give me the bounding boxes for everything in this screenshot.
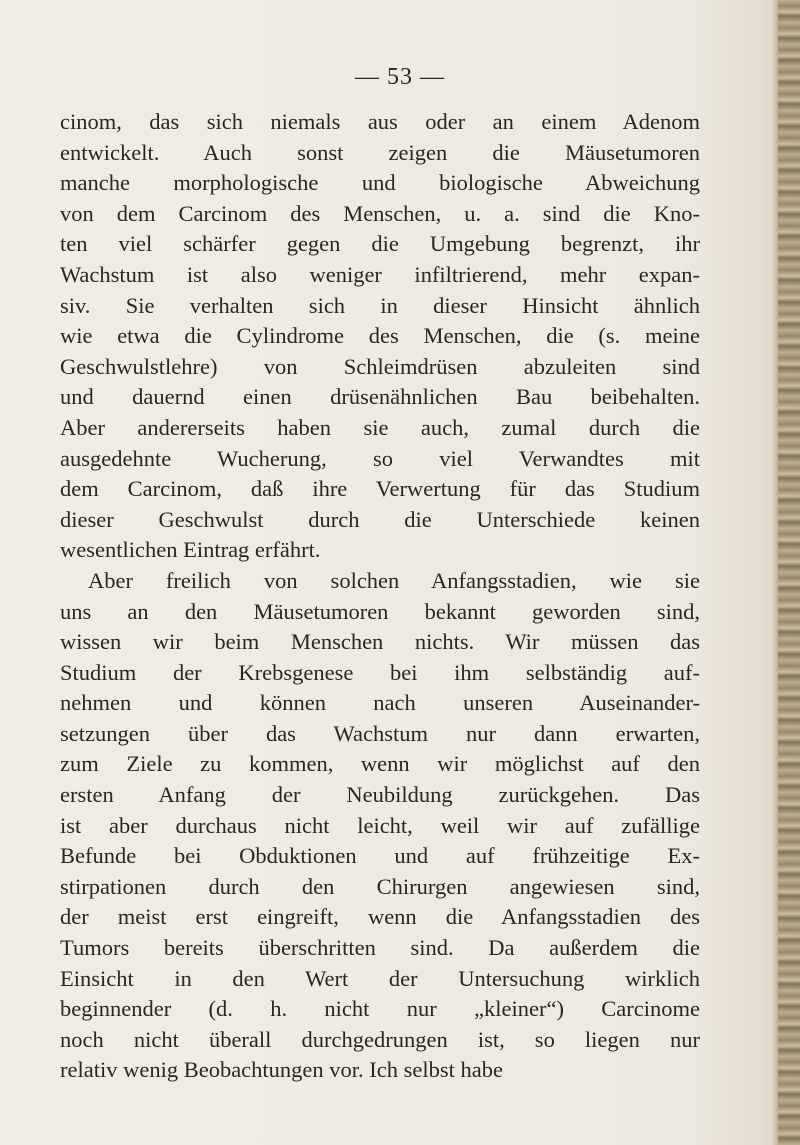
text-line: ersten Anfang der Neubildung zurückgehen. Das — [60, 782, 700, 808]
text-line: dieser Geschwulst durch die Unterschiede keinen — [60, 506, 700, 532]
text-line: ten viel schärfer gegen die Umgebung begrenzt, ihr — [60, 231, 700, 257]
text-line: stirpationen durch den Chirurgen angewiesen sind, — [60, 873, 700, 899]
text-line: cinom, das sich niemals aus oder an einem Adenom — [60, 109, 700, 134]
text-line: Befunde bei Obduktionen und auf frühzeitige Ex- — [60, 843, 700, 869]
text-line: und dauernd einen drüsenähnlichen Bau beibehalten. — [60, 384, 700, 410]
body-text — [60, 107, 700, 1086]
text-line: von dem Carcinom des Menschen, u. a. sind die Kno- — [60, 200, 700, 226]
text-line: zum Ziele zu kommen, wenn wir möglichst auf den — [60, 751, 700, 777]
text-line: der meist erst eingreift, wenn die Anfangsstadien des — [60, 904, 700, 930]
text-line: Tumors bereits überschritten sind. Da außerdem die — [60, 935, 700, 961]
text-line: entwickelt. Auch sonst zeigen die Mäusetumoren — [60, 139, 700, 165]
text-line: Geschwulstlehre) von Schleimdrüsen abzuleiten sind — [60, 353, 700, 379]
text-line: Aber freilich von solchen Anfangsstadien, wie sie — [88, 567, 700, 593]
text-line: noch nicht überall durchgedrungen ist, so liegen nur — [60, 1026, 700, 1052]
text-line: ausgedehnte Wucherung, so viel Verwandtes mit — [60, 445, 700, 471]
text-line: nehmen und können nach unseren Auseinander- — [60, 690, 700, 716]
text-line: manche morphologische und biologische Abweichung — [60, 170, 700, 196]
text-line: wissen wir beim Menschen nichts. Wir müssen das — [60, 629, 700, 655]
text-line: wesentlichen Eintrag erfährt. — [60, 537, 321, 563]
text-line: uns an den Mäusetumoren bekannt geworden sind, — [60, 598, 700, 624]
text-line: relativ wenig Beobachtungen vor. Ich selbst habe — [60, 1057, 503, 1083]
text-line: Aber andererseits haben sie auch, zumal durch die — [60, 414, 700, 440]
text-line: Studium der Krebsgenese bei ihm selbständig auf- — [60, 659, 700, 685]
text-line: Wachstum ist also weniger infiltrierend, mehr expan- — [60, 261, 700, 287]
text-line: ist aber durchaus nicht leicht, weil wir auf zufällige — [60, 812, 700, 838]
text-line: wie etwa die Cylindrome des Menschen, die (s. meine — [60, 323, 700, 349]
page-number: — 53 — — [355, 64, 445, 90]
book-spine-edge — [778, 0, 800, 1145]
text-line: dem Carcinom, daß ihre Verwertung für das Studium — [60, 476, 700, 502]
text-line: setzungen über das Wachstum nur dann erwarten, — [60, 720, 700, 746]
text-line: siv. Sie verhalten sich in dieser Hinsicht ähnlich — [60, 292, 700, 318]
text-line: Einsicht in den Wert der Untersuchung wirklich — [60, 965, 700, 991]
text-line: beginnender (d. h. nicht nur „kleiner“) Carcinome — [60, 996, 700, 1022]
